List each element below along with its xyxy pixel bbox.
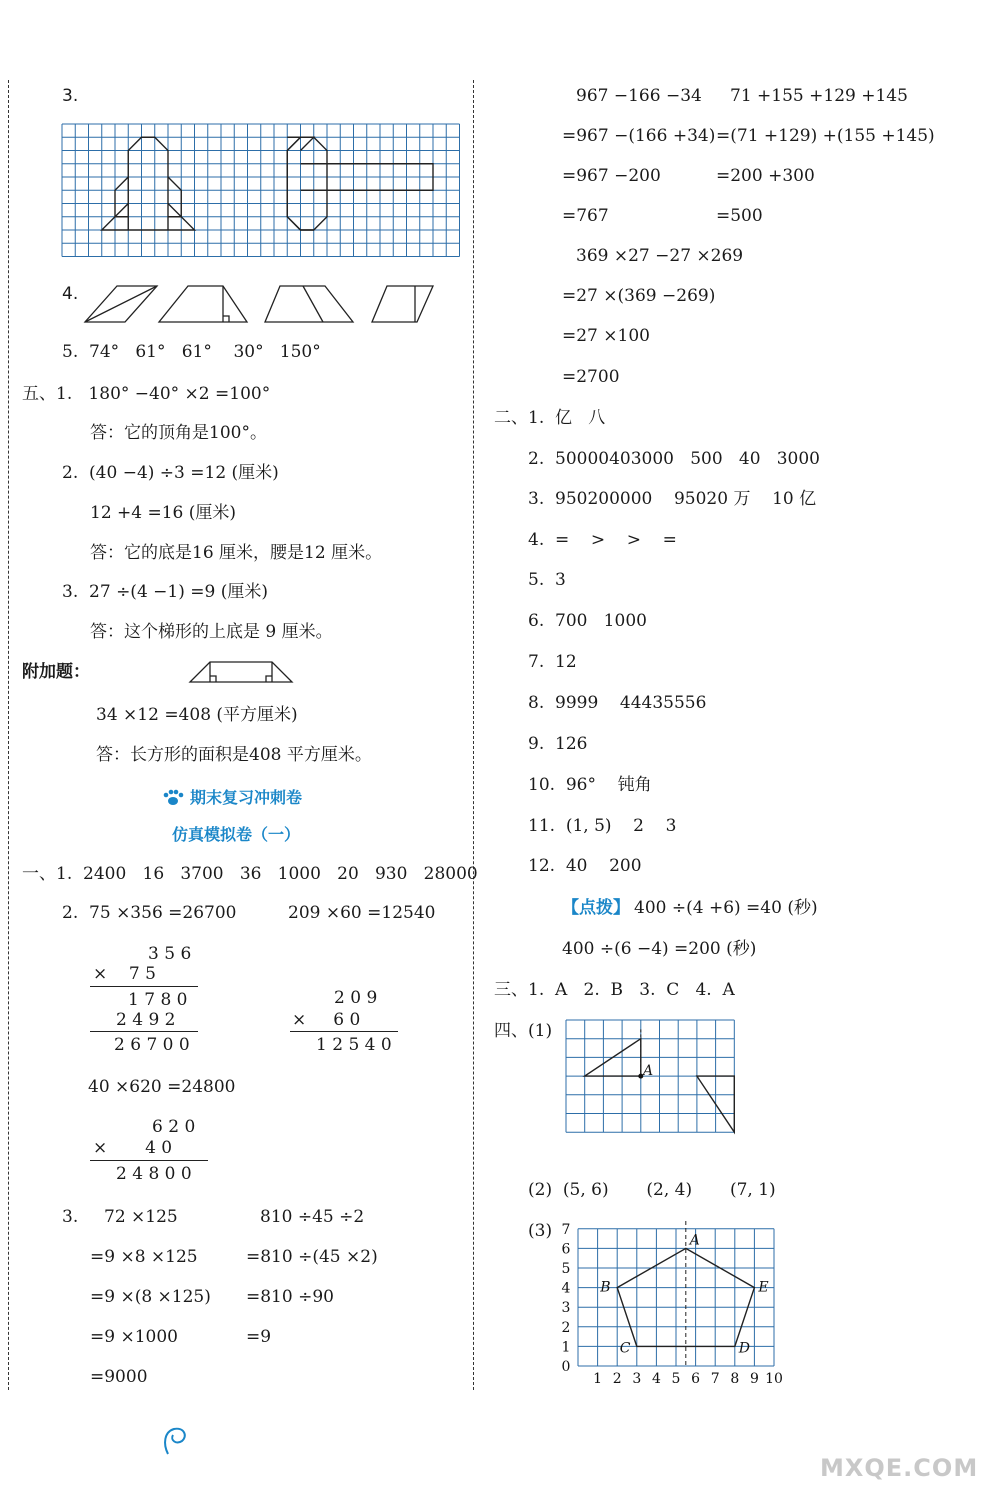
s2-item-2: 2. 50000403000 500 40 3000 (528, 449, 820, 469)
vm1-rule1 (90, 986, 198, 987)
extra-calc: 34 ×12 =408 (平方厘米) (96, 705, 298, 725)
s2-item-8: 8. 9999 44435556 (528, 693, 707, 713)
x-tick-2: 2 (612, 1371, 622, 1387)
s2-item-7: 7. 12 (528, 652, 577, 672)
p1-q1: 一、1. 2400 16 3700 36 1000 20 930 28000 (22, 864, 478, 884)
s2-item-4: 4. = > > = (528, 530, 677, 550)
vertex-label-d: D (738, 1340, 751, 1357)
s5-q3: 3. 27 ÷(4 −1) =9 (厘米) (62, 582, 268, 602)
paw-icon (163, 789, 183, 807)
p1-q3-a-3: =9 ×1000 (90, 1327, 178, 1347)
s5-q2-answer: 答：它的底是16 厘米，腰是12 厘米。 (90, 543, 383, 563)
x-tick-6: 6 (691, 1371, 701, 1387)
s2-item-12: 12. 40 200 (528, 856, 642, 876)
calc-a-1: =967 −(166 +34) (562, 126, 716, 146)
s5-q2: 2. (40 −4) ÷3 =12 (厘米) (62, 463, 279, 483)
calc-b-0: 71 +155 +129 +145 (730, 86, 908, 106)
s5-q3-answer: 答：这个梯形的上底是 9 厘米。 (90, 622, 333, 642)
vm3-row1: 6 2 0 (152, 1117, 196, 1137)
x-tick-7: 7 (710, 1371, 720, 1387)
x-tick-1: 1 (593, 1371, 603, 1387)
watermark: MXQE.COM (820, 1454, 979, 1482)
vm3-row3: 2 4 8 0 0 (116, 1164, 192, 1184)
calc-b-3: =500 (716, 206, 763, 226)
s4-q3-label: (3) (528, 1221, 553, 1241)
extra-label: 附加题： (22, 662, 90, 682)
vertex-label-b: B (600, 1279, 611, 1296)
s2-item-3: 3. 950200000 95020 万 10 亿 (528, 489, 817, 509)
s2-item-9: 9. 126 (528, 734, 588, 754)
calc-c-3: =2700 (562, 367, 620, 387)
x-tick-9: 9 (749, 1371, 759, 1387)
y-tick-3: 3 (561, 1300, 571, 1317)
q4-label: 4. (62, 284, 79, 304)
x-tick-10: 10 (765, 1371, 783, 1387)
s2-item-10: 10. 96° 钝角 (528, 775, 652, 795)
q3-label: 3. (62, 86, 79, 106)
q4-shapes-figure (85, 282, 445, 326)
calc-c-2: =27 ×100 (562, 326, 650, 346)
s5-q1: 五、1. 180° −40° ×2 =100° (22, 384, 271, 404)
extra-answer: 答：长方形的面积是408 平方厘米。 (96, 745, 372, 765)
y-tick-7: 7 (561, 1221, 571, 1238)
x-tick-3: 3 (632, 1371, 642, 1387)
vm1-row2: × 7 5 (93, 964, 156, 984)
p1-q2-b: 209 ×60 =12540 (288, 903, 436, 923)
vm1-row5: 2 6 7 0 0 (114, 1035, 190, 1055)
q3-grid-figure (62, 124, 460, 257)
hint-calc-b: 400 ÷(6 −4) =200 (秒) (562, 939, 757, 959)
y-tick-5: 5 (561, 1261, 571, 1277)
x-tick-8: 8 (730, 1371, 740, 1387)
s4-label: 四、(1) (494, 1021, 553, 1041)
s2-q1: 二、1. 亿 八 (494, 408, 606, 428)
y-tick-6: 6 (561, 1241, 571, 1258)
s2-item-6: 6. 700 1000 (528, 611, 647, 631)
swirl-mark-icon (160, 1424, 192, 1458)
vm2-rule (290, 1031, 398, 1032)
y-tick-0: 0 (561, 1359, 571, 1375)
vm1-rule2 (90, 1031, 198, 1032)
vm1-row4: 2 4 9 2 (116, 1010, 176, 1030)
y-tick-1: 1 (561, 1339, 571, 1356)
y-tick-2: 2 (561, 1319, 571, 1336)
section-subtitle: 仿真模拟卷（一） (172, 825, 301, 844)
p1-q2-a: 2. 75 ×356 =26700 (62, 903, 237, 923)
p1-q3-label: 3. (62, 1207, 79, 1227)
point-a-label: A (643, 1063, 654, 1079)
vm3-row2: × 4 0 (93, 1138, 173, 1158)
vm2-row1: 2 0 9 (334, 988, 378, 1008)
calc-c-1: =27 ×(369 −269) (562, 286, 716, 306)
p1-q3-a-0: 72 ×125 (104, 1207, 178, 1227)
rocket-body (128, 137, 168, 230)
vm2-row2: × 6 0 (292, 1010, 361, 1030)
p1-q3-a-4: =9000 (90, 1367, 148, 1387)
left-margin-rule (8, 80, 9, 1390)
calc-a-2: =967 −200 (562, 166, 661, 186)
octagon-shape (287, 137, 327, 230)
s4-q1-grid-figure (566, 1020, 752, 1154)
p1-q3-b-0: 810 ÷45 ÷2 (260, 1207, 365, 1227)
calc-b-1: =(71 +129) +(155 +145) (716, 126, 935, 146)
s4-q2: (2) (5, 6) (2, 4) (7, 1) (528, 1180, 776, 1200)
vertex-label-e: E (758, 1279, 769, 1296)
s5-q2-calc-b: 12 +4 =16 (厘米) (90, 503, 237, 523)
p1-q3-a-1: =9 ×8 ×125 (90, 1247, 198, 1267)
s2-item-11: 11. (1, 5) 2 3 (528, 816, 677, 836)
p1-q3-b-1: =810 ÷(45 ×2) (246, 1247, 378, 1267)
calc-b-2: =200 +300 (716, 166, 815, 186)
hint-calc-a: 400 ÷(4 +6) =40 (秒) (634, 898, 818, 918)
vertex-label-a: A (689, 1232, 700, 1249)
calc-a-3: =767 (562, 206, 609, 226)
x-tick-4: 4 (651, 1371, 661, 1387)
p1-q2-c: 40 ×620 =24800 (88, 1077, 236, 1097)
center-divider-rule (473, 80, 474, 1390)
p1-q3-a-2: =9 ×(8 ×125) (90, 1287, 211, 1307)
extra-trapezoid-figure (190, 660, 294, 686)
hint-label: 【点拨】 (562, 898, 630, 918)
section-title: 期末复习冲刺卷 (190, 788, 303, 807)
q5-answers: 5. 74° 61° 61° 30° 150° (62, 342, 321, 362)
vm1-row3: 1 7 8 0 (128, 990, 188, 1010)
vm1-row1: 3 5 6 (148, 944, 192, 964)
s3-answers: 三、1. A 2. B 3. C 4. A (494, 980, 735, 1000)
s5-q1-answer: 答：它的顶角是100°。 (90, 423, 267, 443)
y-tick-4: 4 (561, 1280, 571, 1297)
coordinate-grid-figure (560, 1221, 783, 1398)
calc-a-0: 967 −166 −34 (576, 86, 702, 106)
calc-c-0: 369 ×27 −27 ×269 (576, 246, 744, 266)
vm3-rule (90, 1160, 208, 1161)
x-tick-5: 5 (671, 1371, 681, 1387)
s2-item-5: 5. 3 (528, 570, 566, 590)
vm2-row3: 1 2 5 4 0 (316, 1035, 392, 1055)
vertex-label-c: C (619, 1340, 631, 1357)
p1-q3-b-3: =9 (246, 1327, 272, 1347)
p1-q3-b-2: =810 ÷90 (246, 1287, 334, 1307)
